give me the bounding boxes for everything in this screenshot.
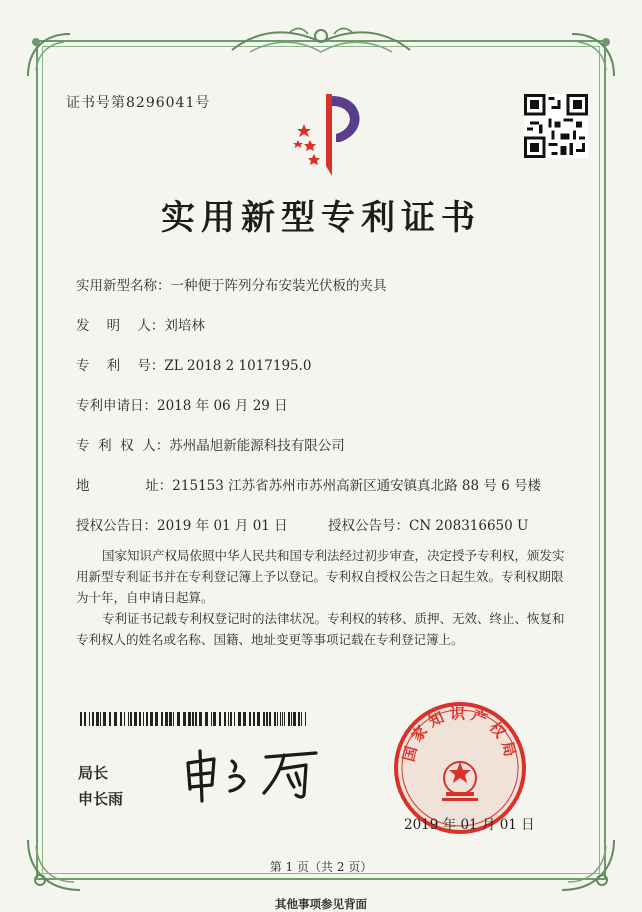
field-grant-date bbox=[76, 514, 288, 534]
field-label: 实用新型名称： bbox=[76, 278, 171, 294]
statement-paragraph-1: 国家知识产权局依照中华人民共和国专利法经过初步审查，决定授予专利权，颁发实用新型专利证书并在专利登记簿上予以登记。专利权自授权公告之日起生效。专利权期限为十年，自申请日起算。 bbox=[76, 548, 565, 605]
field-label: 授权公告日： bbox=[76, 518, 157, 534]
field-application-date bbox=[76, 394, 288, 414]
field-label: 专 利 号： bbox=[76, 358, 165, 374]
corner-ornament-tl bbox=[24, 30, 74, 80]
field-value: 苏州晶旭新能源科技有限公司 bbox=[169, 438, 345, 454]
qr-code-icon bbox=[524, 94, 588, 158]
page-number: 第 1 页（共 2 页） bbox=[269, 860, 373, 874]
field-label: 发 明 人： bbox=[76, 318, 165, 334]
director-name: 申长雨 bbox=[78, 790, 124, 808]
top-ornament bbox=[230, 22, 412, 62]
corner-ornament-tr bbox=[568, 30, 618, 80]
field-label: 专 利 权 人： bbox=[76, 438, 170, 454]
field-value: CN 208316650 U bbox=[409, 518, 529, 534]
field-patentee bbox=[76, 434, 345, 454]
field-value: 刘培林 bbox=[164, 318, 205, 334]
field-value: 215153 江苏省苏州市苏州高新区通安镇真北路 88 号 6 号楼 bbox=[172, 478, 542, 494]
field-label: 地 址： bbox=[76, 478, 173, 494]
field-label: 专利申请日： bbox=[76, 398, 157, 414]
field-patent-number bbox=[76, 354, 312, 374]
field-value: 一种便于阵列分布安装光伏板的夹具 bbox=[170, 278, 387, 294]
field-label: 授权公告号： bbox=[328, 518, 409, 534]
certificate-title: 实用新型专利证书 bbox=[161, 198, 481, 238]
footer-note: 其他事项参见背面 bbox=[275, 897, 367, 911]
field-grant-number bbox=[328, 514, 528, 534]
director-signature-icon bbox=[180, 745, 330, 803]
field-address bbox=[76, 474, 541, 494]
seal-date: 2019 年 01 月 01 日 bbox=[404, 817, 535, 833]
statement-paragraph-2: 专利证书记载专利权登记时的法律状况。专利权的转移、质押、无效、终止、恢复和专利权人的姓名或名称、国籍、地址变更等事项记载在专利登记簿上。 bbox=[76, 611, 565, 647]
director-title: 局长 bbox=[78, 764, 109, 782]
cnipa-logo-icon bbox=[286, 88, 378, 180]
barcode-icon bbox=[80, 712, 310, 726]
field-value: ZL 2018 2 1017195.0 bbox=[164, 358, 312, 374]
seal-text: 国家知识产权局 bbox=[399, 704, 521, 764]
field-utility-model-name bbox=[76, 274, 387, 294]
field-value: 2019 年 01 月 01 日 bbox=[157, 518, 288, 534]
certificate-number: 证书号第8296041号 bbox=[66, 95, 211, 111]
field-value: 2018 年 06 月 29 日 bbox=[157, 398, 288, 414]
field-inventor bbox=[76, 314, 205, 334]
